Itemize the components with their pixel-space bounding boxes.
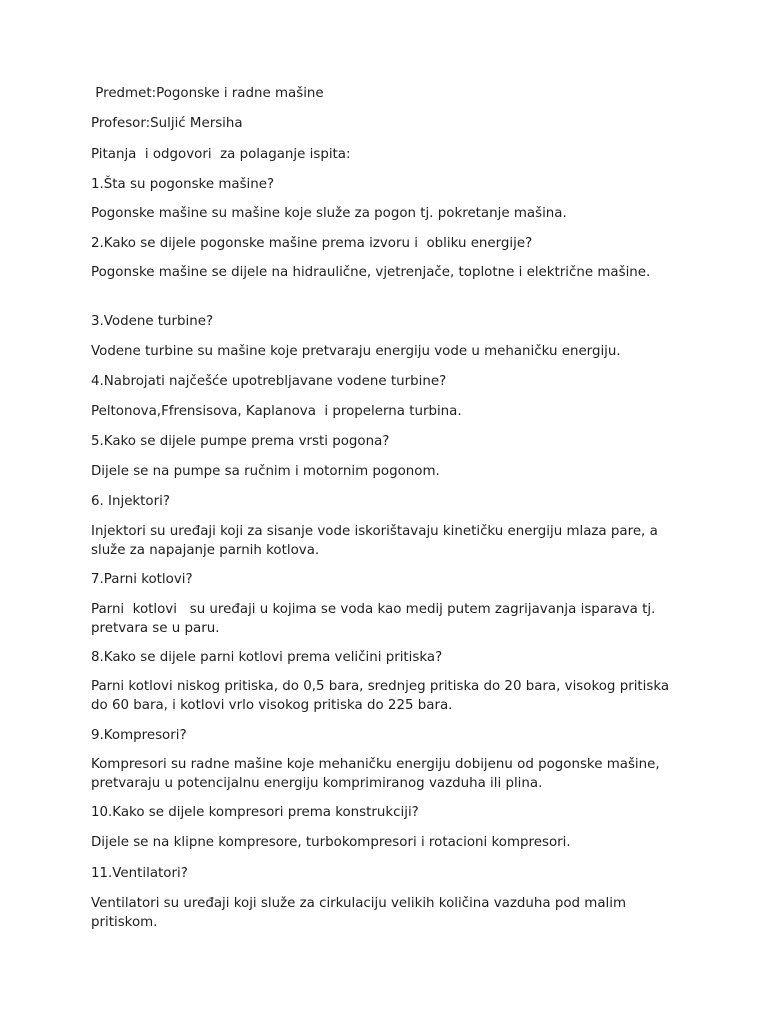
question: 3.Vodene turbine? — [91, 314, 214, 329]
question: 11.Ventilatori? — [91, 866, 188, 881]
answer: Peltonova,Ffrensisova, Kaplanova i propelerna turbina. — [91, 404, 462, 419]
answer: Vodene turbine su mašine koje pretvaraju energiju vode u mehaničku energiju. — [91, 344, 621, 359]
answer: Dijele se na pumpe sa ručnim i motornim pogonom. — [91, 464, 440, 479]
question: 6. Injektori? — [91, 494, 170, 509]
answer: Ventilatori su uređaji koji služe za cirkulaciju velikih količina vazduha pod malim pritiskom. — [91, 896, 631, 930]
answer: Kompresori su radne mašine koje mehaničku energiju dobijenu od pogonske mašine, pretvaraju u potencijalnu energiju komprimiranog vazduha ili plina. — [91, 757, 664, 791]
question: 4.Nabrojati najčešće upotrebljavane vodene turbine? — [91, 374, 447, 389]
professor-line: Profesor:Suljić Mersiha — [91, 116, 243, 131]
question: 5.Kako se dijele pumpe prema vrsti pogona? — [91, 434, 390, 449]
question: 7.Parni kotlovi? — [91, 572, 193, 587]
answer: Parni kotlovi niskog pritiska, do 0,5 bara, srednjeg pritiska do 20 bara, visokog pritiska do 60 bara, i kotlovi vrlo visokog pritiska do 225 bara. — [91, 679, 674, 713]
intro-line: Pitanja i odgovori za polaganje ispita: — [91, 147, 351, 162]
answer: Dijele se na klipne kompresore, turbokompresori i rotacioni kompresori. — [91, 835, 571, 850]
subject-heading: Predmet:Pogonske i radne mašine — [91, 86, 324, 101]
answer: Parni kotlovi su uređaji u kojima se voda kao medij putem zagrijavanja isparava tj. pretvara se u paru. — [91, 602, 660, 636]
question: 9.Kompresori? — [91, 728, 187, 743]
answer: Pogonske mašine su mašine koje služe za pogon tj. pokretanje mašina. — [91, 206, 567, 221]
question: 10.Kako se dijele kompresori prema konstrukciji? — [91, 805, 419, 820]
question: 2.Kako se dijele pogonske mašine prema izvoru i obliku energije? — [91, 236, 533, 251]
question: 1.Šta su pogonske mašine? — [91, 177, 275, 192]
answer: Injektori su uređaji koji za sisanje vode iskorištavaju kinetičku energiju mlaza pare, a služe za napajanje parnih kotlova. — [91, 524, 663, 558]
question: 8.Kako se dijele parni kotlovi prema veličini pritiska? — [91, 650, 443, 665]
answer: Pogonske mašine se dijele na hidraulične, vjetrenjače, toplotne i električne mašine. — [91, 265, 651, 280]
